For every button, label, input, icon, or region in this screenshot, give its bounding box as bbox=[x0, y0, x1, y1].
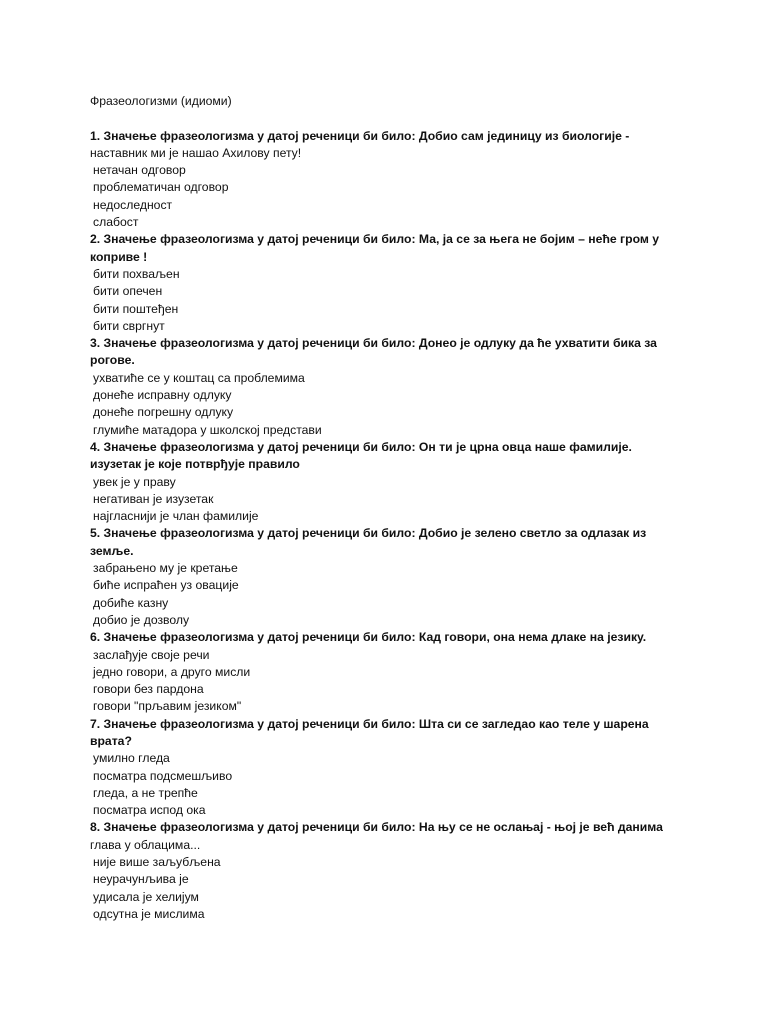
question-text: глава у облацима... bbox=[90, 837, 201, 852]
answer-option: недоследност bbox=[93, 197, 173, 212]
question-line bbox=[90, 629, 690, 646]
question-block bbox=[90, 629, 690, 715]
answer-option: није више заљубљена bbox=[93, 855, 221, 870]
question-text-bold: 7. Значење фразеологизма у датој реченици би било: Шта си се загледао као теле у шарена bbox=[90, 716, 649, 731]
answer-option: гледа, а не трепће bbox=[93, 785, 198, 800]
answer-option: глумиће матадора у школској представи bbox=[93, 422, 322, 437]
answer-option: посматра подсмешљиво bbox=[93, 768, 233, 783]
answer-option: добио је дозволу bbox=[93, 612, 190, 627]
answer-option: донеће исправну одлуку bbox=[93, 388, 232, 403]
question-text-bold: изузетак је које потврђује правило bbox=[90, 457, 300, 472]
answer-option: удисала је хелијум bbox=[93, 889, 199, 904]
question-line bbox=[90, 335, 690, 352]
question-text: наставник ми је нашао Ахилову пету! bbox=[90, 145, 302, 160]
answer-option: проблематичан одговор bbox=[93, 180, 229, 195]
question-line bbox=[90, 733, 690, 750]
answer-option: добиће казну bbox=[93, 595, 169, 610]
answer-option: одсутна је мислима bbox=[93, 906, 205, 921]
question-text-bold: 8. Значење фразеологизма у датој реченици би било: На њу се не ослањај - њој је већ данима bbox=[90, 820, 663, 835]
question-line bbox=[90, 249, 690, 266]
question-block bbox=[90, 335, 690, 439]
question-text-bold: 3. Значење фразеологизма у датој реченици би било: Донео је одлуку да ће ухватити бика за bbox=[90, 336, 657, 351]
question-text-bold: 6. Значење фразеологизма у датој реченици би било: Кад говори, она нема длаке на језику. bbox=[90, 630, 647, 645]
question-line bbox=[90, 716, 690, 733]
document-page bbox=[90, 93, 690, 923]
question-line bbox=[90, 456, 690, 473]
question-block bbox=[90, 525, 690, 629]
answer-option: негативан је изузетак bbox=[93, 491, 214, 506]
answer-option: говори без пардона bbox=[93, 682, 204, 697]
answer-option: бити поштеђен bbox=[93, 301, 179, 316]
question-block bbox=[90, 716, 690, 820]
answer-option: посматра испод ока bbox=[93, 803, 206, 818]
answer-option: умилно гледа bbox=[93, 751, 170, 766]
question-block bbox=[90, 439, 690, 525]
question-text-bold: 2. Значење фразеологизма у датој реченици би било: Ма, ја се за њега не бојим – неће гром у bbox=[90, 232, 660, 247]
question-line bbox=[90, 145, 690, 162]
question-block bbox=[90, 128, 690, 232]
answer-option: увек је у праву bbox=[93, 474, 176, 489]
answer-option: бити опечен bbox=[93, 284, 163, 299]
question-text-bold: 5. Значење фразеологизма у датој реченици би било: Добио је зелено светло за одлазак из bbox=[90, 526, 647, 541]
answer-option: забрањено му је кретање bbox=[93, 561, 238, 576]
answer-option: бити свргнут bbox=[93, 318, 165, 333]
question-text-bold: коприве ! bbox=[90, 249, 148, 264]
question-text-bold: 1. Значење фразеологизма у датој реченици би било: Добио сам јединицу из биологије - bbox=[90, 128, 630, 143]
answer-option: заслађује своје речи bbox=[93, 647, 210, 662]
question-block bbox=[90, 819, 690, 923]
answer-option: бити похваљен bbox=[93, 266, 180, 281]
question-line bbox=[90, 819, 690, 836]
question-line bbox=[90, 352, 690, 369]
question-text-bold: врата? bbox=[90, 733, 132, 748]
question-text-bold: 4. Значење фразеологизма у датој реченици би било: Он ти је црна овца наше фамилије. bbox=[90, 439, 632, 454]
answer-option: ухватиће се у коштац са проблемима bbox=[93, 370, 305, 385]
document-title: Фразеологизми (идиоми) bbox=[90, 94, 232, 108]
answer-option: биће испраћен уз овације bbox=[93, 578, 239, 593]
answer-option: једно говори, а друго мисли bbox=[93, 664, 251, 679]
answer-option: слабост bbox=[93, 215, 139, 230]
question-block bbox=[90, 231, 690, 335]
question-line bbox=[90, 837, 690, 854]
question-list bbox=[90, 128, 690, 924]
answer-option: најгласнији је члан фамилије bbox=[93, 509, 259, 524]
answer-option: неурачунљива је bbox=[93, 872, 189, 887]
answer-option: донеће погрешну одлуку bbox=[93, 405, 234, 420]
question-text-bold: земље. bbox=[90, 543, 134, 558]
question-line bbox=[90, 525, 690, 542]
question-line bbox=[90, 439, 690, 456]
question-line bbox=[90, 128, 690, 145]
answer-option: говори "прљавим језиком" bbox=[93, 699, 242, 714]
question-line bbox=[90, 543, 690, 560]
question-text-bold: рогове. bbox=[90, 353, 135, 368]
question-line bbox=[90, 231, 690, 248]
title-spacer bbox=[90, 110, 690, 127]
answer-option: нетачан одговор bbox=[93, 163, 186, 178]
